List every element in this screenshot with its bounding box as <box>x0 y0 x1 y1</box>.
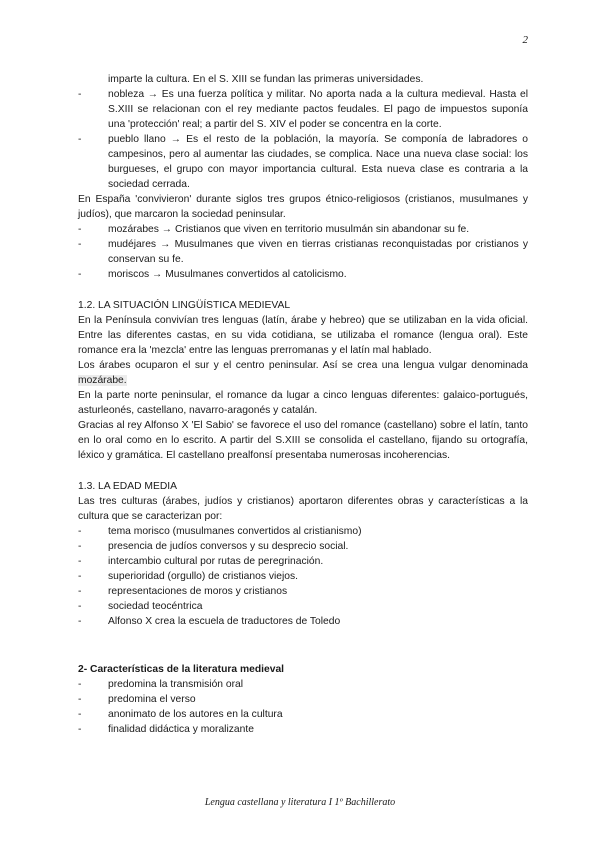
list-dash: - <box>78 134 82 145</box>
list-dash: - <box>78 616 82 627</box>
list-item: - Alfonso X crea la escuela de traductores de Toledo <box>78 616 341 627</box>
list-item: - finalidad didáctica y moralizante <box>78 724 254 735</box>
paragraph: En la parte norte peninsular, el romance da lugar a cinco lenguas diferentes: galaico-portugués, asturleonés, castellano, navarro-aragonés y catalán. <box>78 390 528 416</box>
continuation-text: imparte la cultura. En el S. XIII se fundan las primeras universidades. <box>108 74 424 85</box>
highlighted-term: mozárabe. <box>78 375 127 386</box>
list-dash: - <box>78 269 82 280</box>
spain-intro-paragraph: En España 'convivieron' durante siglos tres grupos étnico-religiosos (cristianos, musulmanes y judíos), que marcaron la sociedad peninsular. <box>78 194 528 220</box>
list-item-nobleza: - nobleza → Es una fuerza política y militar. No aporta nada a la cultura medieval. Hasta el S.XIII se relacionan con el rey mediante pactos feudales. El pago de impuestos suponía una 'protección' real; a partir del S. XIV el poder se concentra en la corte. <box>78 89 528 130</box>
list-dash: - <box>78 541 82 552</box>
list-item-mudejares: - mudéjares → Musulmanes que viven en tierras cristianas reconquistadas por cristianos y conservan su fe. <box>78 239 528 265</box>
list-dash: - <box>78 224 82 235</box>
section-heading-2: 2- Características de la literatura medieval <box>78 664 285 675</box>
list-item: - intercambio cultural por rutas de peregrinación. <box>78 556 324 567</box>
section-heading-1-2: 1.2. LA SITUACIÓN LINGÜÍSTICA MEDIEVAL <box>78 300 291 311</box>
paragraph: Los árabes ocuparon el sur y el centro peninsular. Así se crea una lengua vulgar denominada mozárabe. <box>78 360 528 386</box>
page-number: 2 <box>522 34 528 46</box>
paragraph: Las tres culturas (árabes, judíos y cristianos) aportaron diferentes obras y características a la cultura que se caracterizan por: <box>78 496 528 522</box>
list-item: - representaciones de moros y cristianos <box>78 586 288 597</box>
list-item: - sociedad teocéntrica <box>78 601 203 612</box>
list-item: - predomina el verso <box>78 694 196 705</box>
paragraph: Gracias al rey Alfonso X 'El Sabio' se favorece el uso del romance (castellano) sobre el latín, tanto en lo oral como en lo escrito. A partir del S.XIII se consolida el castellano, fijando su ortografía, léxico y gramática. El castellano prealfonsí presentaba numerosas incoherencias. <box>78 420 528 461</box>
list-dash: - <box>78 601 82 612</box>
list-dash: - <box>78 526 82 537</box>
list-item: - anonimato de los autores en la cultura <box>78 709 283 720</box>
list-item: - presencia de judíos conversos y su desprecio social. <box>78 541 349 552</box>
list-dash: - <box>78 694 82 705</box>
list-item-mozarabes: - mozárabes → Cristianos que viven en territorio musulmán sin abandonar su fe. <box>78 224 470 235</box>
list-dash: - <box>78 709 82 720</box>
paragraph: En la Península convivían tres lenguas (latín, árabe y hebreo) que se utilizaban en la vida oficial. Entre las diferentes castas, en su vida cotidiana, se utilizaba el romance (lengua oral). Este romance era la 'mezcla' entre las lenguas prerromanas y el latín mal hablado. <box>78 315 528 356</box>
list-dash: - <box>78 556 82 567</box>
document-body <box>78 72 528 737</box>
list-dash: - <box>78 724 82 735</box>
list-item: - predomina la transmisión oral <box>78 679 244 690</box>
page-footer: Lengua castellana y literatura I 1º Bachillerato <box>204 797 396 808</box>
list-dash: - <box>78 571 82 582</box>
list-dash: - <box>78 239 82 250</box>
section-heading-1-3: 1.3. LA EDAD MEDIA <box>78 481 178 492</box>
list-item: - superioridad (orgullo) de cristianos viejos. <box>78 571 299 582</box>
list-item-pueblo-llano: - pueblo llano → Es el resto de la población, la mayoría. Se componía de labradores o campesinos, pero al aumentar las ciudades, se complica. Nace una nueva clase social: los burgueses, el grupo con mayor importancia cultural. Esta nueva clase es contraria a la sociedad cerrada. <box>78 134 528 190</box>
list-dash: - <box>78 89 82 100</box>
list-item: - tema morisco (musulmanes convertidos al cristianismo) <box>78 526 362 537</box>
spacer <box>78 629 528 644</box>
list-dash: - <box>78 586 82 597</box>
list-item-moriscos: - moriscos → Musulmanes convertidos al catolicismo. <box>78 269 347 280</box>
list-dash: - <box>78 679 82 690</box>
